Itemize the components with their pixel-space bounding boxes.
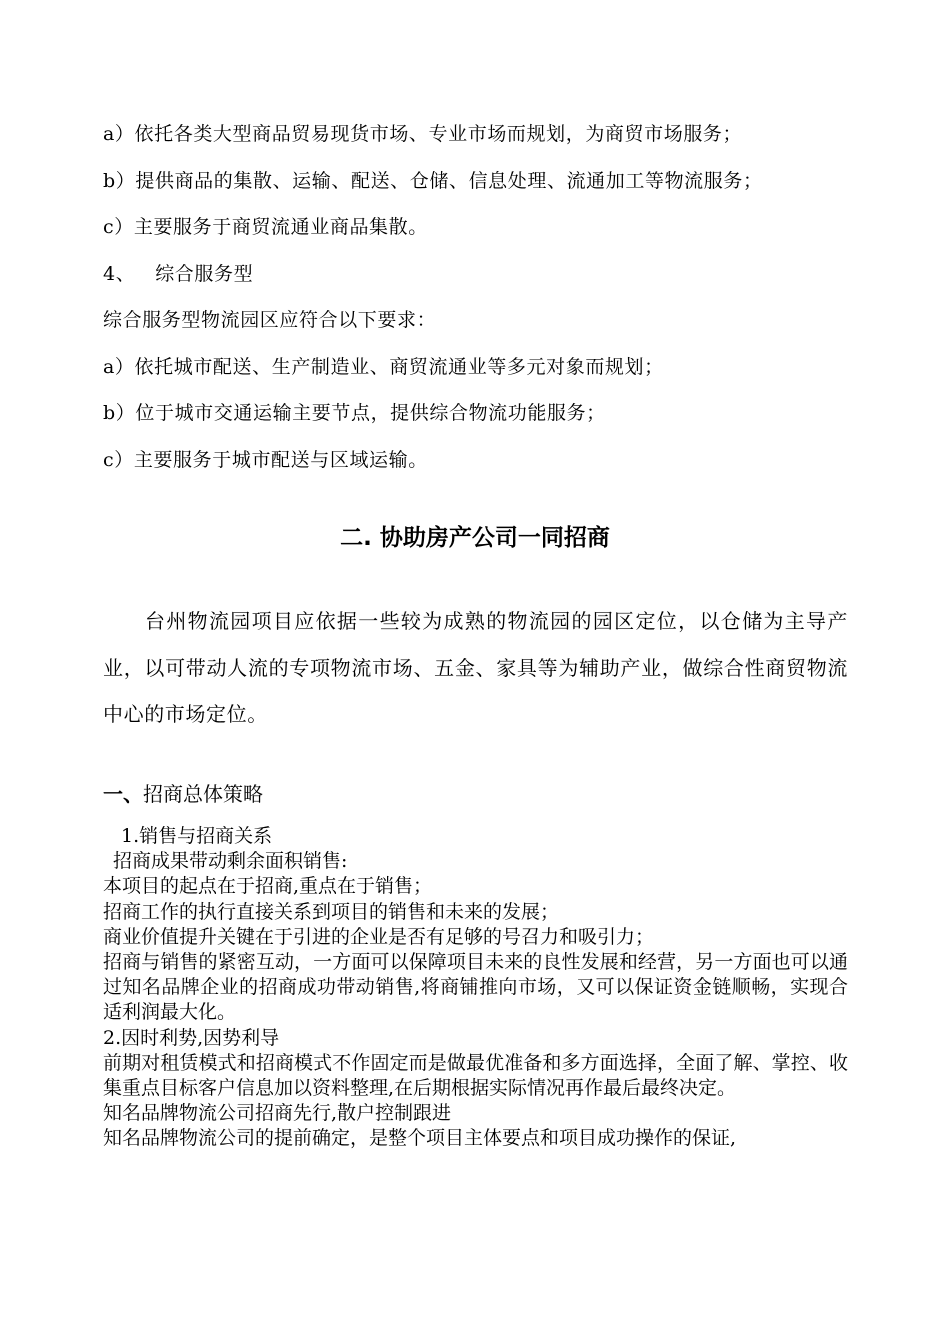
body-paragraph: 招商与销售的紧密互动，一方面可以保障项目未来的良性发展和经营，另一方面也可以通过知名品牌企业的招商成功带动销售,将商铺推向市场，又可以保证资金链顺畅，实现合适利润最大化。 <box>103 951 848 1024</box>
list-line-b2: b）位于城市交通运输主要节点，提供综合物流功能服务； <box>103 402 606 424</box>
strategy-body <box>103 824 848 1152</box>
strategy-heading <box>103 781 263 807</box>
subheading-1: 1.销售与招商关系 <box>121 825 273 847</box>
body-paragraph: 知名品牌物流公司的提前确定，是整个项目主体要点和项目成功操作的保证, <box>103 1127 737 1150</box>
intro-paragraph: 台州物流园项目应依据一些较为成熟的物流园的园区定位，以仓储为主导产业，以可带动人流的专项物流市场、五金、家具等为辅助产业，做综合性商贸物流中心的市场定位。 <box>103 609 848 726</box>
strategy-heading-number: 一、 <box>103 782 143 806</box>
strategy-heading-text: 招商总体策略 <box>143 782 263 806</box>
body-line: 本项目的起点在于招商,重点在于销售； <box>103 875 433 898</box>
body-line: 招商工作的执行直接关系到项目的销售和未来的发展； <box>103 900 560 923</box>
list-line-a2: a）依托城市配送、生产制造业、商贸流通业等多元对象而规划； <box>103 356 664 378</box>
list-line-c1: c）主要服务于商贸流通业商品集散。 <box>103 216 428 238</box>
requirements-intro: 综合服务型物流园区应符合以下要求： <box>103 309 437 331</box>
subheading-3: 知名品牌物流公司招商先行,散户控制跟进 <box>103 1102 452 1125</box>
list-line-a1: a）依托各类大型商品贸易现货市场、专业市场而规划，为商贸市场服务； <box>103 123 743 145</box>
list-line-b1: b）提供商品的集散、运输、配送、仓储、信息处理、流通加工等物流服务； <box>103 170 763 192</box>
subheading-1-lead: 招商成果带动剩余面积销售: <box>113 850 348 873</box>
subheading-2: 2.因时利势,因势利导 <box>103 1026 280 1049</box>
list-line-c2: c）主要服务于城市配送与区域运输。 <box>103 449 428 471</box>
body-line: 商业价值提升关键在于引进的企业是否有足够的号召力和吸引力； <box>103 925 655 948</box>
section-heading: 二. 协助房产公司一同招商 <box>340 525 610 551</box>
body-paragraph: 前期对租赁模式和招商模式不作固定而是做最优准备和多方面选择，全面了解、掌控、收集重点目标客户信息加以资料整理,在后期根据实际情况再作最后最终决定。 <box>103 1051 848 1100</box>
subsection-heading-4: 4、 综合服务型 <box>103 263 254 285</box>
